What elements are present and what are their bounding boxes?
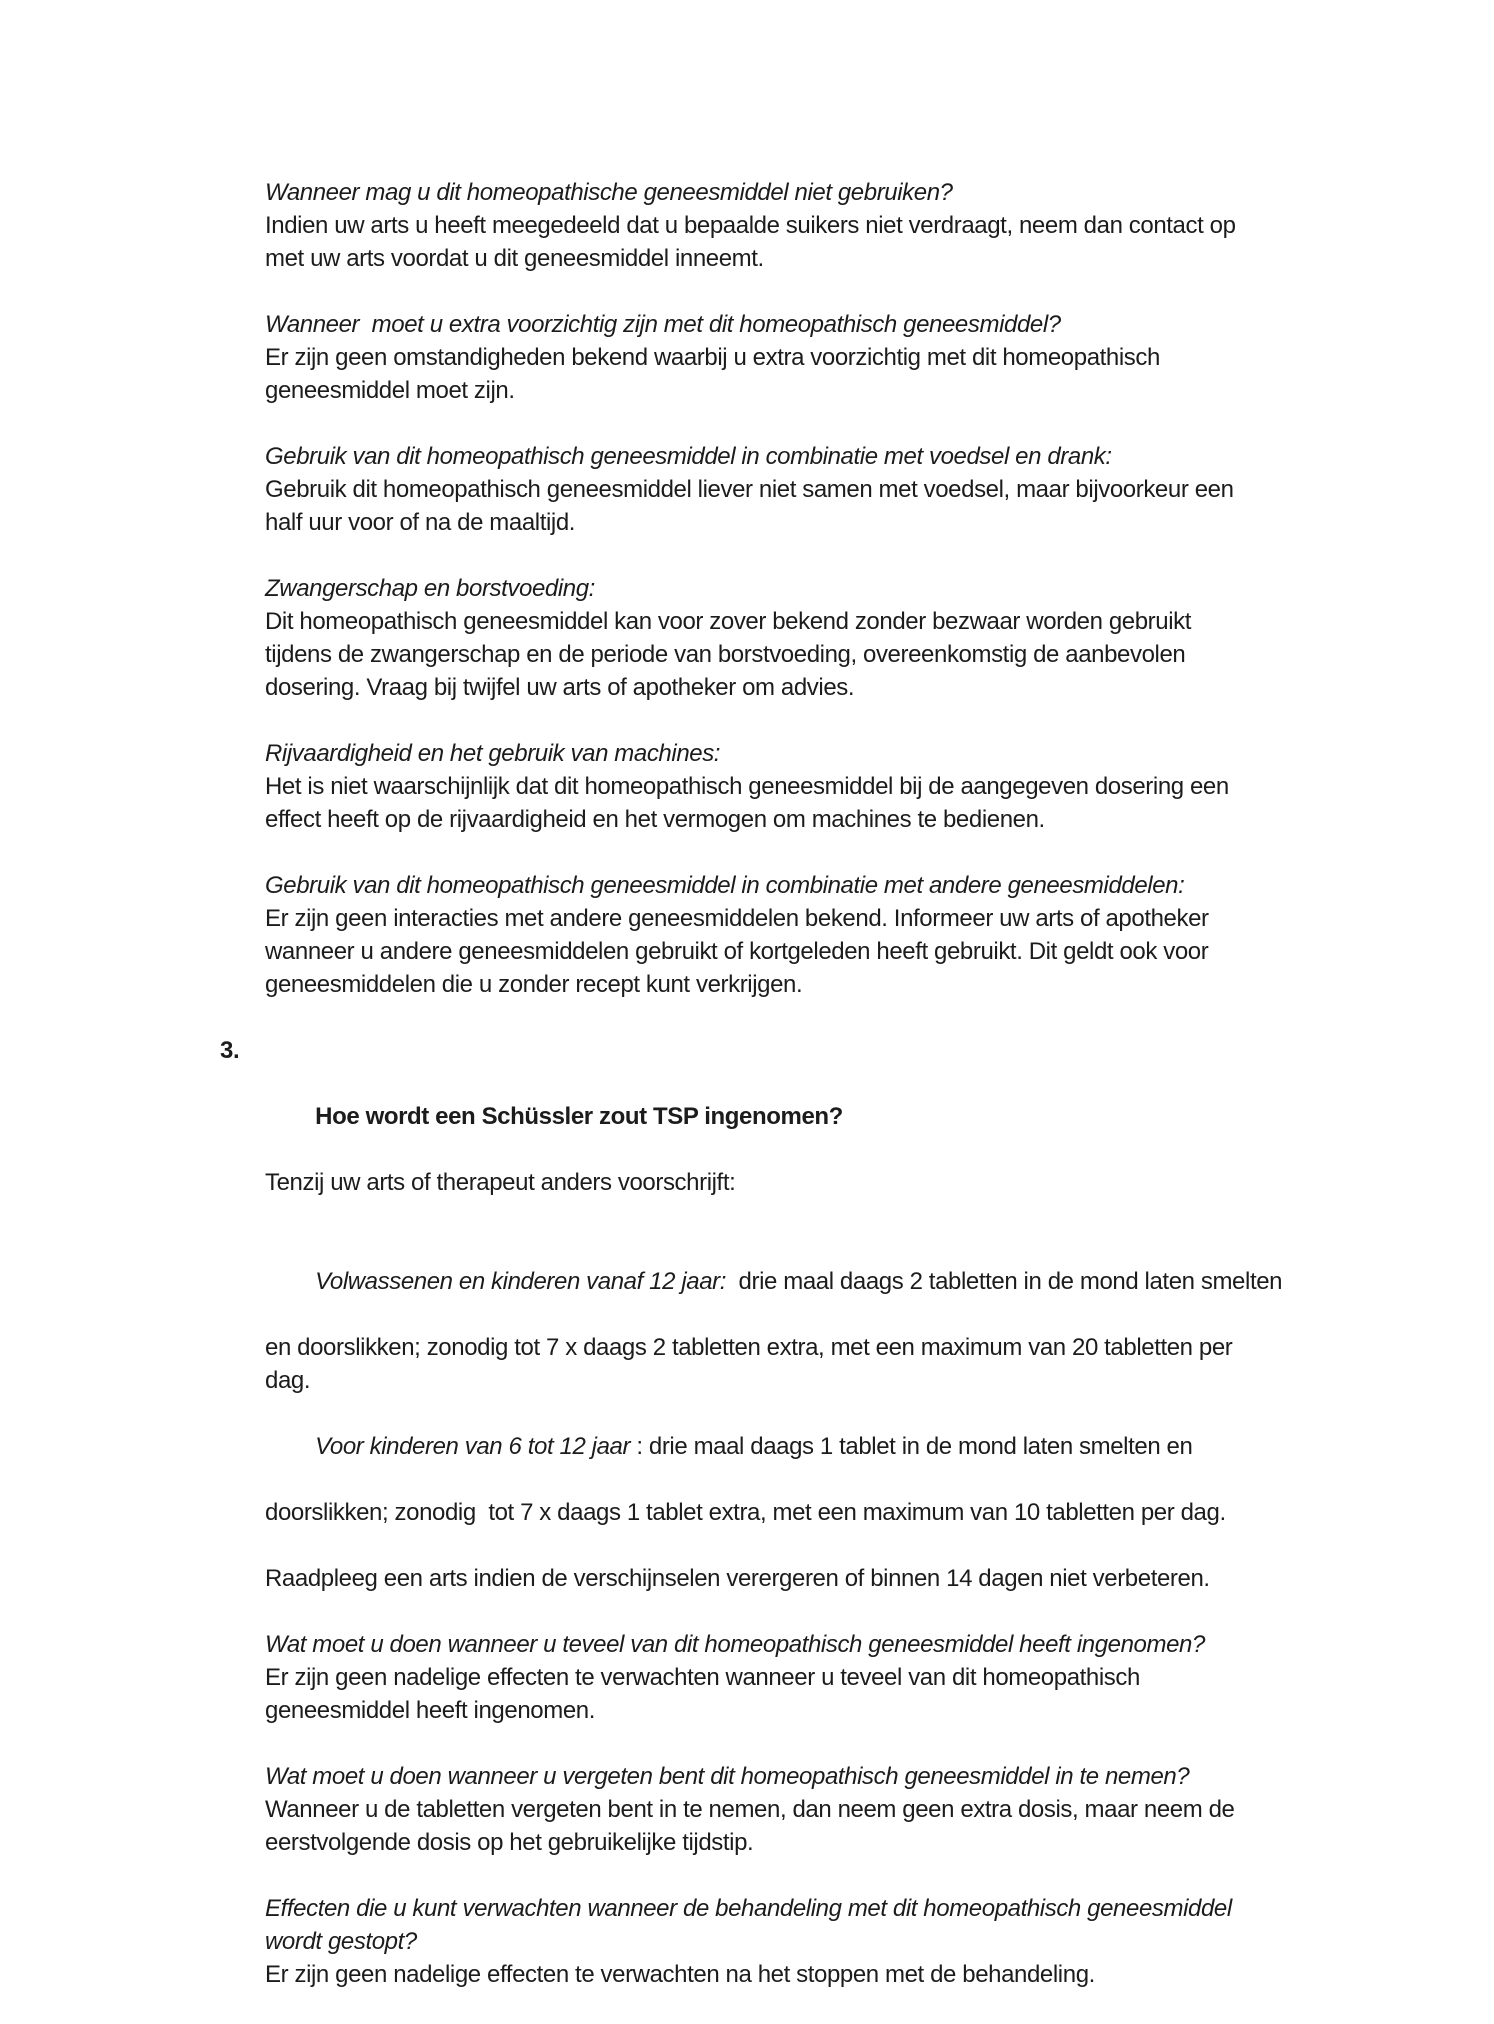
text-line: Er zijn geen nadelige effecten te verwachten wanneer u teveel van dit homeopathisch <box>265 1664 1140 1691</box>
text-line: Wanneer u de tabletten vergeten bent in te nemen, dan neem geen extra dosis, maar neem de <box>265 1796 1235 1823</box>
text-line: Er zijn geen nadelige effecten te verwachten na het stoppen met de behandeling. <box>265 1961 1095 1988</box>
section-pregnancy <box>265 572 1385 704</box>
text-line: Gebruik dit homeopathisch geneesmiddel liever niet samen met voedsel, maar bijvoorkeur een <box>265 476 1234 503</box>
question-overdose <box>265 1628 1385 1727</box>
text-line: geneesmiddel heeft ingenomen. <box>265 1697 595 1724</box>
question-heading: Effecten die u kunt verwachten wanneer de behandeling met dit homeopathisch geneesmiddel <box>265 1895 1232 1922</box>
section-heading: Gebruik van dit homeopathisch geneesmiddel in combinatie met voedsel en drank: <box>265 443 1112 470</box>
section-heading: Zwangerschap en borstvoeding: <box>265 575 595 602</box>
section-heading: Gebruik van dit homeopathisch geneesmiddel in combinatie met andere geneesmiddelen: <box>265 872 1185 899</box>
text-line: Dit homeopathisch geneesmiddel kan voor zover bekend zonder bezwaar worden gebruikt <box>265 608 1192 635</box>
section-heading: Wanneer mag u dit homeopathische geneesmiddel niet gebruiken? <box>265 179 953 206</box>
advice-block <box>265 1562 1385 1595</box>
text-line: Het is niet waarschijnlijk dat dit homeopathisch geneesmiddel bij de aangegeven dosering een <box>265 773 1229 800</box>
text-line: eerstvolgende dosis op het gebruikelijke tijdstip. <box>265 1829 754 1856</box>
dosage-children-line <box>265 1397 1385 1496</box>
question-heading: Wat moet u doen wanneer u vergeten bent dit homeopathisch geneesmiddel in te nemen? <box>265 1763 1190 1790</box>
dosage-children-label: Voor kinderen van 6 tot 12 jaar <box>315 1433 631 1460</box>
question-stopping <box>265 1892 1385 1991</box>
section-how-to-take <box>220 1034 1385 1199</box>
section-food-drink <box>265 440 1385 539</box>
question-heading-continued: wordt gestopt? <box>265 1928 417 1955</box>
text-line: tijdens de zwangerschap en de periode van borstvoeding, overeenkomstig de aanbevolen <box>265 641 1186 668</box>
text-line: geneesmiddelen die u zonder recept kunt verkrijgen. <box>265 971 803 998</box>
text-line: met uw arts voordat u dit geneesmiddel inneemt. <box>265 245 764 272</box>
section-other-medicines <box>265 869 1385 1001</box>
text-line: Indien uw arts u heeft meegedeeld dat u bepaalde suikers niet verdraagt, neem dan contact op <box>265 212 1236 239</box>
text-line: wanneer u andere geneesmiddelen gebruikt of kortgeleden heeft gebruikt. Dit geldt ook voor <box>265 938 1209 965</box>
text-line: dag. <box>265 1367 311 1394</box>
dosage-adults-line <box>265 1232 1385 1331</box>
question-heading: Wat moet u doen wanneer u teveel van dit homeopathisch geneesmiddel heeft ingenomen? <box>265 1631 1205 1658</box>
section-driving <box>265 737 1385 836</box>
text-line: Tenzij uw arts of therapeut anders voorschrijft: <box>265 1169 736 1196</box>
text-line: geneesmiddel moet zijn. <box>265 377 515 404</box>
list-number: 3. <box>220 1037 240 1064</box>
dosage-block <box>265 1232 1385 1529</box>
section-heading: Rijvaardigheid en het gebruik van machines: <box>265 740 721 767</box>
question-forgotten-dose <box>265 1760 1385 1859</box>
section-extra-caution <box>265 308 1385 407</box>
document-content <box>220 176 1385 2024</box>
section-not-use <box>265 176 1385 275</box>
text-line: Er zijn geen omstandigheden bekend waarbij u extra voorzichtig met dit homeopathisch <box>265 344 1160 371</box>
text-line: Raadpleeg een arts indien de verschijnselen verergeren of binnen 14 dagen niet verbeteren. <box>265 1565 1210 1592</box>
numbered-section-heading <box>220 1034 1385 1166</box>
dosage-children-text: : drie maal daags 1 tablet in de mond laten smelten en <box>630 1433 1193 1460</box>
section-heading: Wanneer moet u extra voorzichtig zijn met dit homeopathisch geneesmiddel? <box>265 311 1061 338</box>
text-line: en doorslikken; zonodig tot 7 x daags 2 tabletten extra, met een maximum van 20 tabletten per <box>265 1334 1233 1361</box>
dosage-adults-label: Volwassenen en kinderen vanaf 12 jaar: <box>315 1268 727 1295</box>
dosage-adults-text: drie maal daags 2 tabletten in de mond laten smelten <box>726 1268 1283 1295</box>
text-line: effect heeft op de rijvaardigheid en het vermogen om machines te bedienen. <box>265 806 1045 833</box>
text-line: dosering. Vraag bij twijfel uw arts of apotheker om advies. <box>265 674 855 701</box>
text-line: doorslikken; zonodig tot 7 x daags 1 tablet extra, met een maximum van 10 tabletten per dag. <box>265 1499 1226 1526</box>
text-line: half uur voor of na de maaltijd. <box>265 509 576 536</box>
numbered-section-title: Hoe wordt een Schüssler zout TSP ingenomen? <box>315 1103 843 1130</box>
text-line: Er zijn geen interacties met andere geneesmiddelen bekend. Informeer uw arts of apotheker <box>265 905 1209 932</box>
